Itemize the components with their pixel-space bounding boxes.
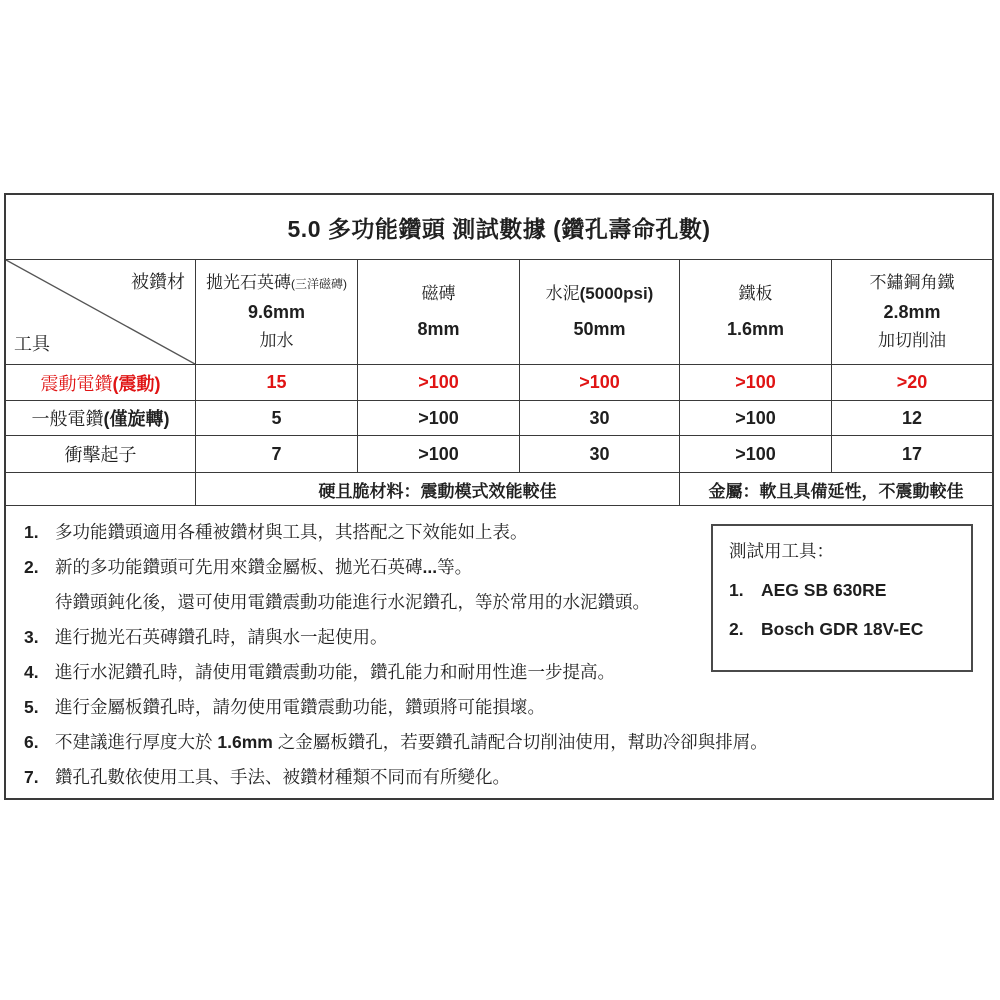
tool-name-cell: 震動電鑽 (震動) [6,365,196,401]
note-3: 3. 進行拋光石英磚鑽孔時，請與水一起使用。 [24,627,388,647]
column-header-iron-plate [680,260,832,365]
test-tool-1: 1. AEG SB 630RE [729,577,971,603]
value-cell: 15 [196,365,358,401]
column-header-stainless-angle [832,260,992,365]
value-cell: >100 [358,401,520,436]
note-4: 4. 進行水泥鑽孔時，請使用電鑽震動功能，鑽孔能力和耐用性進一步提高。 [24,662,615,682]
note-2: 2. 新的多功能鑽頭可先用來鑽金屬板、拋光石英磚...等。 待鑽頭鈍化後，還可使用電鑽震動功能進行水泥鑽孔，等於常用的水泥鑽頭。 [24,550,984,620]
column-header-quartz-tile [196,260,358,365]
value-cell: >100 [520,365,680,401]
test-tool-label: AEG SB 630RE [761,580,887,600]
tool-name-cell: 衝擊起子 [6,436,196,473]
test-tools-title: 測試用工具： [729,541,834,561]
material-extra: 加水 [259,331,294,351]
material-size: 50mm [573,318,626,339]
material-size: 2.8mm [883,301,941,322]
test-tools-box [711,524,973,672]
material-name: 磁磚 [421,284,456,304]
note-1: 1. 多功能鑽頭適用各種被鑽材與工具，其搭配之下效能如上表。 [24,522,528,542]
value-cell: >100 [358,365,520,401]
value-cell: 5 [196,401,358,436]
value-cell: 7 [196,436,358,473]
table-title: 5.0 多功能鑽頭 測試數據 (鑽孔壽命孔數) [6,195,992,260]
material-note: (三洋磁磚) [291,277,347,292]
value-cell: >100 [680,436,832,473]
spec-table [4,193,994,800]
summary-metal: 金屬：軟且具備延性，不震動較佳 [680,473,992,506]
material-name: 拋光石英磚 [206,273,291,293]
material-extra: 加切削油 [878,331,946,351]
value-cell: >20 [832,365,992,401]
note-2-line-2: 待鑽頭鈍化後，還可使用電鑽震動功能進行水泥鑽孔，等於常用的水泥鑽頭。 [55,592,650,612]
corner-label-material: 被鑽材 [131,272,185,292]
summary-empty-cell [6,473,196,506]
test-tool-2: 2. Bosch GDR 18V-EC [729,616,971,642]
material-size: 8mm [417,318,460,339]
note-2-line-1: 新的多功能鑽頭可先用來鑽金屬板、拋光石英磚...等。 [55,557,473,577]
material-size: 1.6mm [726,318,785,339]
summary-hard-brittle: 硬且脆材料：震動模式效能較佳 [196,473,680,506]
material-size: 9.6mm [247,301,306,322]
test-data-table [6,260,992,506]
column-header-ceramic-tile [358,260,520,365]
tool-name-cell: 一般電鑽 (僅旋轉) [6,401,196,436]
value-cell: 12 [832,401,992,436]
note-5: 5. 進行金屬板鑽孔時，請勿使用電鑽震動功能，鑽頭將可能損壞。 [24,697,545,717]
value-cell: >100 [680,401,832,436]
value-cell: >100 [358,436,520,473]
test-tool-label: Bosch GDR 18V-EC [761,619,924,639]
material-name: 鐵板 [738,284,773,304]
material-name: 水泥 [545,284,580,304]
value-cell: 30 [520,401,680,436]
corner-label-tool: 工具 [14,334,50,354]
value-cell: 30 [520,436,680,473]
value-cell: >100 [680,365,832,401]
note-7: 7. 鑽孔孔數依使用工具、手法、被鑽材種類不同而有所變化。 [24,767,510,787]
material-name: 不鏽鋼角鐵 [869,273,955,293]
column-header-concrete [520,260,680,365]
note-6: 6. 不建議進行厚度大於 1.6mm 之金屬板鑽孔，若要鑽孔請配合切削油使用，幫助冷卻與排屑。 [24,732,768,752]
material-psi: (5000psi) [579,284,654,304]
corner-header-cell [6,260,196,365]
value-cell: 17 [832,436,992,473]
